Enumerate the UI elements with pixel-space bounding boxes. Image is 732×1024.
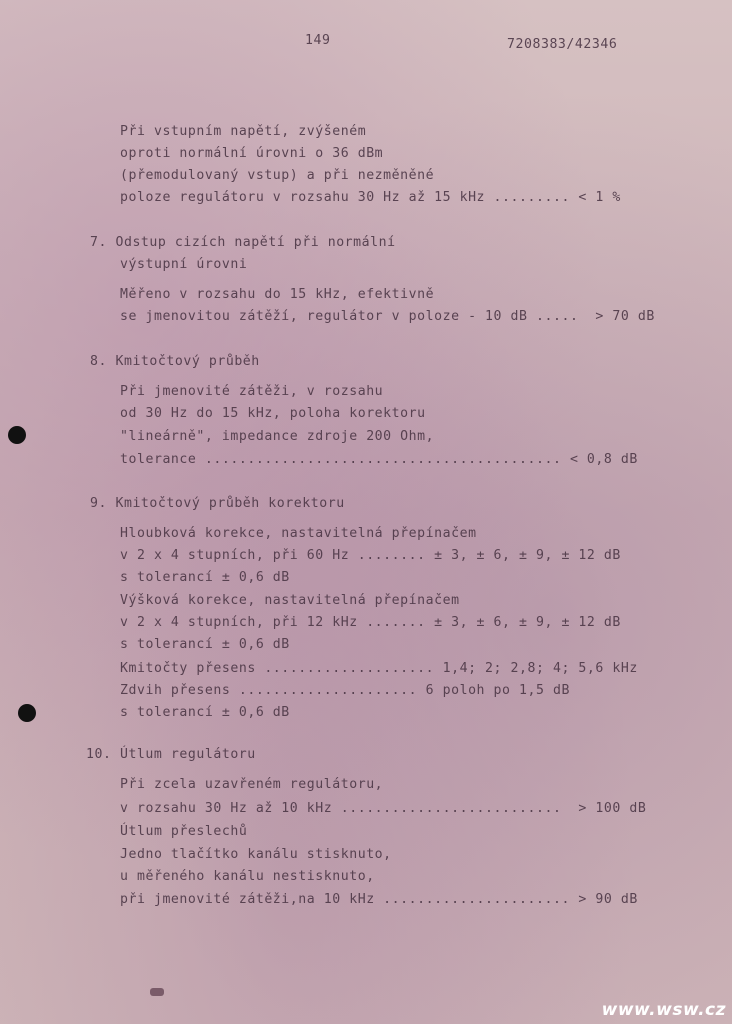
section-heading-10: 10. Útlum regulátoru bbox=[86, 747, 256, 762]
text-line: s tolerancí ± 0,6 dB bbox=[120, 637, 290, 652]
text-line: Při jmenovité zátěži, v rozsahu bbox=[120, 384, 384, 399]
text-line: Výšková korekce, nastavitelná přepínačem bbox=[120, 593, 460, 608]
text-line: tolerance .......................................... < 0,8 dB bbox=[120, 452, 638, 467]
page-number: 149 bbox=[305, 33, 331, 48]
text-line: Útlum přeslechů bbox=[120, 824, 248, 839]
text-line: poloze regulátoru v rozsahu 30 Hz až 15 kHz ......... < 1 % bbox=[120, 190, 621, 205]
section-heading-9: 9. Kmitočtový průběh korektoru bbox=[90, 496, 345, 511]
text-line: oproti normální úrovni o 36 dBm bbox=[120, 146, 384, 161]
text-line: "lineárně", impedance zdroje 200 Ohm, bbox=[120, 429, 435, 444]
document-id: 7208383/42346 bbox=[507, 37, 618, 52]
text-line: Hloubková korekce, nastavitelná přepínačem bbox=[120, 526, 477, 541]
text-line: od 30 Hz do 15 kHz, poloha korektoru bbox=[120, 406, 426, 421]
text-line: s tolerancí ± 0,6 dB bbox=[120, 705, 290, 720]
punch-hole-icon bbox=[18, 704, 36, 722]
text-line: Měřeno v rozsahu do 15 kHz, efektivně bbox=[120, 287, 435, 302]
text-line: výstupní úrovni bbox=[120, 257, 248, 272]
ink-smudge bbox=[150, 988, 164, 996]
text-line: Zdvih přesens ..................... 6 poloh po 1,5 dB bbox=[120, 683, 570, 698]
text-line: u měřeného kanálu nestisknuto, bbox=[120, 869, 375, 884]
text-line: v rozsahu 30 Hz až 10 kHz .......................... > 100 dB bbox=[120, 801, 647, 816]
text-line: Při vstupním napětí, zvýšeném bbox=[120, 124, 367, 139]
text-line: při jmenovité zátěži,na 10 kHz ...................... > 90 dB bbox=[120, 892, 638, 907]
text-line: Jedno tlačítko kanálu stisknuto, bbox=[120, 847, 392, 862]
section-heading-8: 8. Kmitočtový průběh bbox=[90, 354, 260, 369]
text-line: Při zcela uzavřeném regulátoru, bbox=[120, 777, 384, 792]
text-line: (přemodulovaný vstup) a při nezměněné bbox=[120, 168, 435, 183]
text-line: se jmenovitou zátěží, regulátor v poloze - 10 dB ..... > 70 dB bbox=[120, 309, 655, 324]
punch-hole-icon bbox=[8, 426, 26, 444]
text-line: s tolerancí ± 0,6 dB bbox=[120, 570, 290, 585]
section-heading-7: 7. Odstup cizích napětí při normální bbox=[90, 235, 396, 250]
text-line: v 2 x 4 stupních, při 60 Hz ........ ± 3, ± 6, ± 9, ± 12 dB bbox=[120, 548, 621, 563]
text-line: Kmitočty přesens .................... 1,4; 2; 2,8; 4; 5,6 kHz bbox=[120, 661, 638, 676]
text-line: v 2 x 4 stupních, při 12 kHz ....... ± 3, ± 6, ± 9, ± 12 dB bbox=[120, 615, 621, 630]
watermark: www.wsw.cz bbox=[601, 1000, 726, 1020]
